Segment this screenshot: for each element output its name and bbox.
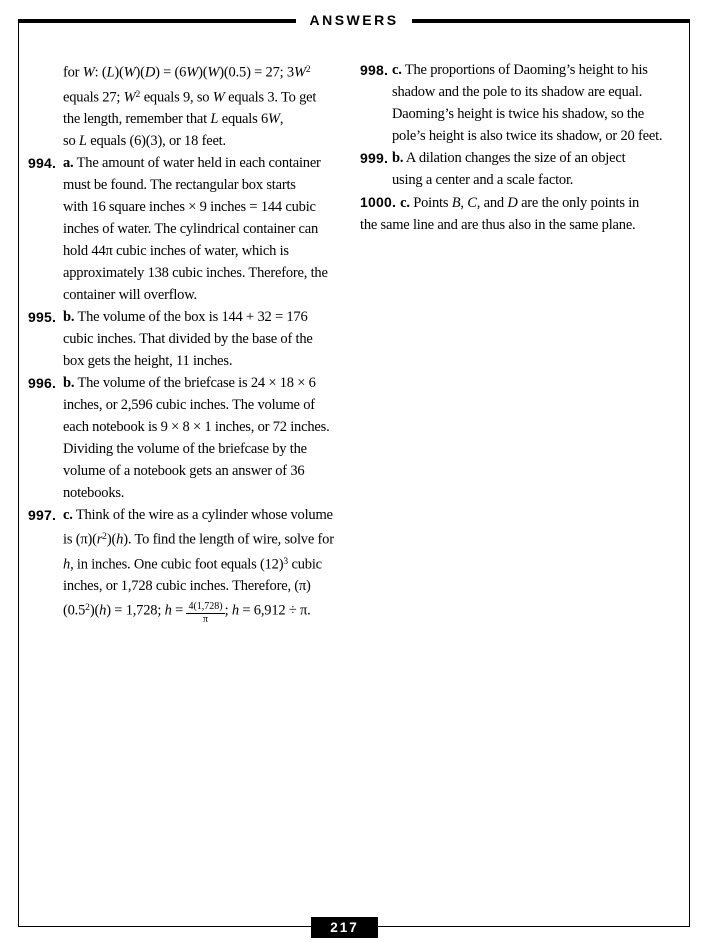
text-line xyxy=(63,504,358,526)
italic-variable: h xyxy=(231,602,239,619)
answer-number: 995. xyxy=(28,309,57,325)
superscript: 2 xyxy=(85,603,90,613)
italic-variable: C xyxy=(467,195,477,211)
text-run: using a center and a scale factor. xyxy=(392,172,574,188)
text-run: equals 27; xyxy=(63,89,124,105)
text-run: for xyxy=(63,64,83,81)
text-run: so xyxy=(63,133,79,149)
italic-variable: W xyxy=(293,64,306,81)
text-line xyxy=(63,196,358,218)
italic-variable: h xyxy=(116,531,124,548)
page-title: ANSWERS xyxy=(296,11,411,29)
text-run: approximately 138 cubic inches. Therefore, the xyxy=(63,265,328,281)
answer-item xyxy=(28,504,358,625)
answer-number: 999. xyxy=(360,150,389,166)
answer-number: 996. xyxy=(28,375,57,391)
text-run: box gets the height, 11 inches. xyxy=(63,353,233,369)
text-run: )( xyxy=(114,64,124,81)
page-number-badge: 217 xyxy=(311,917,378,938)
italic-variable: W xyxy=(268,111,280,127)
text-run: ) = 1,728; xyxy=(106,602,165,619)
text-line xyxy=(392,81,692,103)
text-run: equals 6 xyxy=(218,111,269,127)
answer-number: 998. xyxy=(360,62,389,78)
italic-variable: r xyxy=(96,531,103,548)
text-line xyxy=(63,482,358,504)
text-line xyxy=(63,551,358,576)
text-run: , and xyxy=(476,195,508,211)
text-run: the length, remember that xyxy=(63,111,211,127)
text-run: Think of the wire as a cylinder whose volume xyxy=(72,507,333,523)
text-run: A dilation changes the size of an object xyxy=(403,150,626,166)
italic-variable: W xyxy=(123,89,136,105)
answer-number: 994. xyxy=(28,155,57,171)
answer-item xyxy=(28,59,358,152)
text-run: The amount of water held in each container xyxy=(73,155,321,171)
text-run: volume of a notebook gets an answer of 36 xyxy=(63,463,305,479)
answer-letter: c. xyxy=(392,62,402,78)
italic-variable: L xyxy=(210,111,219,127)
text-run: pole’s height is also twice its shadow, or 20 feet. xyxy=(392,128,663,144)
italic-variable: h xyxy=(63,556,71,572)
text-run: )( xyxy=(89,602,100,619)
answer-body xyxy=(63,152,358,306)
text-run: inches of water. The cylindrical container can xyxy=(63,221,319,237)
italic-variable: W xyxy=(212,89,225,105)
text-run: equals 9, so xyxy=(140,89,213,105)
text-run: cubic xyxy=(288,556,322,572)
text-line xyxy=(63,218,358,240)
answer-body xyxy=(392,147,692,191)
text-run: container will overflow. xyxy=(63,287,197,303)
text-line xyxy=(63,306,358,328)
italic-variable: W xyxy=(123,64,136,81)
text-line xyxy=(63,152,358,174)
answer-letter: c. xyxy=(63,507,73,523)
italic-variable: h xyxy=(99,602,107,619)
italic-variable: W xyxy=(82,64,95,81)
fraction-denominator: π xyxy=(203,613,209,625)
text-run: with 16 square inches × 9 inches = 144 cubic xyxy=(63,199,316,215)
italic-variable: h xyxy=(164,602,172,619)
answer-letter: a. xyxy=(63,155,74,171)
text-line xyxy=(392,147,692,169)
text-run: ) = (6 xyxy=(155,64,187,81)
superscript: 2 xyxy=(305,65,311,75)
text-line xyxy=(392,125,692,147)
text-line xyxy=(63,372,358,394)
text-run: shadow and the pole to its shadow are equal. xyxy=(392,84,643,100)
answer-number: 997. xyxy=(28,507,57,523)
text-run: Daoming’s height is twice his shadow, so the xyxy=(392,106,645,122)
text-line xyxy=(63,460,358,482)
text-line xyxy=(392,59,692,81)
text-run: (0.5 xyxy=(63,602,86,619)
answer-body xyxy=(63,504,358,625)
text-run: the same line and are thus also in the same plane. xyxy=(360,217,636,233)
text-run: The volume of the box is 144 + 32 = 176 xyxy=(74,309,308,325)
answer-item xyxy=(28,152,358,306)
text-line xyxy=(63,394,358,416)
answer-letter: b. xyxy=(63,309,75,325)
text-line xyxy=(63,597,358,625)
text-run: , in inches. One cubic foot equals (12) xyxy=(70,556,284,572)
italic-variable: D xyxy=(144,64,156,81)
text-line xyxy=(63,328,358,350)
text-line xyxy=(360,214,692,236)
text-run: each notebook is 9 × 8 × 1 inches, or 72 inches. xyxy=(63,419,330,435)
text-line xyxy=(63,262,358,284)
superscript: 2 xyxy=(135,89,141,100)
text-line xyxy=(63,438,358,460)
text-run: Points xyxy=(409,195,452,211)
text-run: notebooks. xyxy=(63,485,125,501)
text-run: = 6,912 ÷ π. xyxy=(238,602,311,619)
italic-variable: L xyxy=(106,64,115,81)
text-line xyxy=(63,108,358,130)
text-run: equals 3. To get xyxy=(224,89,317,105)
text-run: ). To find the length of wire, solve for xyxy=(123,531,334,548)
italic-variable: L xyxy=(78,133,87,149)
text-run: , xyxy=(279,111,284,127)
text-line xyxy=(63,284,358,306)
answer-item xyxy=(360,59,692,147)
italic-variable: D xyxy=(507,195,518,211)
text-run: cubic inches. That divided by the base of the xyxy=(63,331,313,347)
italic-variable: W xyxy=(207,64,220,81)
text-line xyxy=(63,240,358,262)
text-run: is (π)( xyxy=(63,531,97,548)
answer-body xyxy=(360,191,692,236)
answer-item xyxy=(360,191,692,236)
text-run: The proportions of Daoming’s height to his xyxy=(401,62,648,78)
text-line xyxy=(63,130,358,152)
text-run: inches, or 2,596 cubic inches. The volume of xyxy=(63,397,315,413)
text-line xyxy=(392,103,692,125)
text-line xyxy=(392,169,692,191)
text-run: )( xyxy=(106,531,117,548)
answers-column-right xyxy=(360,59,692,236)
text-line xyxy=(63,575,358,597)
italic-variable: W xyxy=(186,64,199,81)
superscript: 3 xyxy=(283,556,289,567)
text-run: must be found. The rectangular box starts xyxy=(63,177,296,193)
text-run: hold 44π cubic inches of water, which is xyxy=(63,243,289,259)
answer-body xyxy=(63,372,358,504)
text-run: )( xyxy=(135,64,145,81)
page-header xyxy=(18,11,690,30)
answer-item xyxy=(28,306,358,372)
fraction xyxy=(186,602,224,625)
text-run: )( xyxy=(198,64,208,81)
text-run: Dividing the volume of the briefcase by the xyxy=(63,441,307,457)
answer-number: 1000. xyxy=(360,194,401,210)
fraction-numerator: 4(1,728) xyxy=(188,600,223,612)
answer-letter: b. xyxy=(392,150,404,166)
text-run: are the only points in xyxy=(517,195,640,211)
text-line xyxy=(63,416,358,438)
text-run: = xyxy=(171,602,187,619)
text-run: , xyxy=(460,195,468,211)
text-line xyxy=(63,174,358,196)
answer-body xyxy=(63,306,358,372)
text-run: equals (6)(3), or 18 feet. xyxy=(86,133,226,149)
answer-letter: c. xyxy=(400,195,410,211)
answer-body xyxy=(392,59,692,147)
answer-body xyxy=(63,59,358,152)
answer-number xyxy=(28,59,63,152)
text-run: The volume of the briefcase is 24 × 18 × 6 xyxy=(74,375,316,391)
superscript: 2 xyxy=(102,532,107,542)
answer-letter: b. xyxy=(63,375,75,391)
text-line xyxy=(63,350,358,372)
text-run: ; xyxy=(224,602,232,619)
text-line xyxy=(63,526,358,551)
text-line xyxy=(63,59,358,84)
text-run: inches, or 1,728 cubic inches. Therefore, (π) xyxy=(63,578,311,594)
text-run: )(0.5) = 27; 3 xyxy=(219,64,294,81)
text-line xyxy=(360,191,692,214)
answer-item xyxy=(28,372,358,504)
answers-column-left xyxy=(28,59,358,625)
italic-variable: B xyxy=(451,195,461,211)
answer-item xyxy=(360,147,692,191)
text-line xyxy=(63,84,358,109)
text-run: : ( xyxy=(94,64,107,81)
